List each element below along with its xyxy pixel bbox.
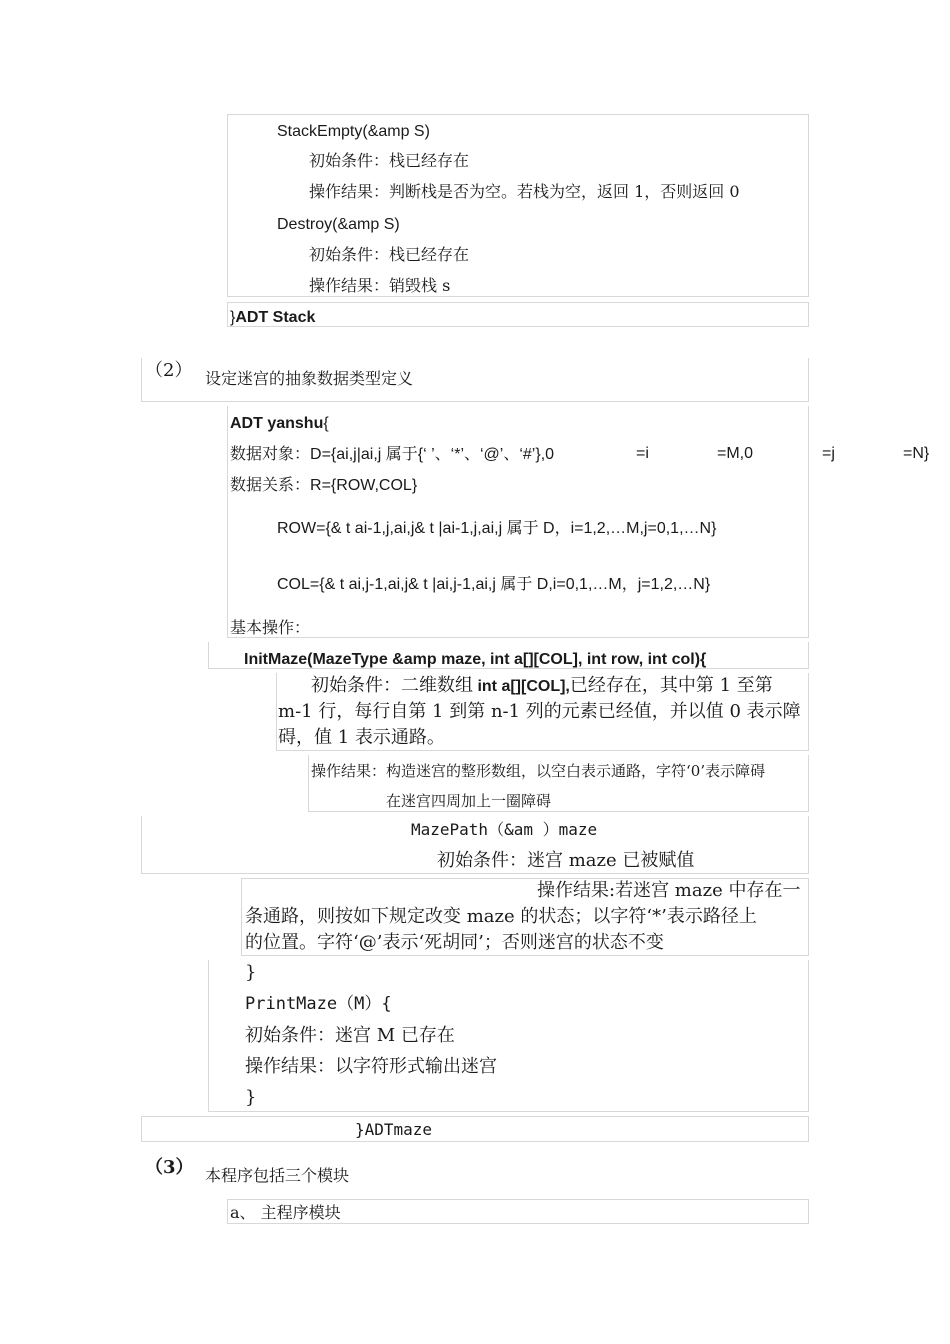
op-precondition: 初始条件：栈已经存在 xyxy=(309,245,470,264)
section3-number: （3） xyxy=(145,1157,194,1178)
stack-end-line xyxy=(230,310,315,326)
adt-yanshu-head: ADT yanshu xyxy=(230,415,324,432)
printmaze-signature: PrintMaze（M）{ xyxy=(245,994,392,1014)
open-brace: { xyxy=(323,415,329,432)
initmaze-pre-prefix: 初始条件：二维数组 xyxy=(311,675,473,696)
adtmaze-end: }ADTmaze xyxy=(355,1120,433,1139)
section2-number: （2） xyxy=(145,360,193,381)
op-result: 操作结果：销毁栈 s xyxy=(309,276,451,295)
printmaze-close-brace: } xyxy=(245,1087,257,1108)
stack-ops-block xyxy=(227,114,809,297)
mazepath-signature: MazePath（&am ）maze xyxy=(411,820,598,839)
adt-yanshu-line xyxy=(230,416,329,432)
row-definition: ROW={& t ai-1,j,ai,j& t |ai-1,j,ai,j 属于 D，i=1,2,…M,j=0,1,…N} xyxy=(277,520,717,537)
mazepath-result-line2: 条通路，则按如下规定改变 maze 的状态；以字符‘*’表示路径上 xyxy=(245,906,757,927)
mazepath-result-line1: 操作结果:若迷宫 maze 中存在一 xyxy=(537,880,801,901)
printmaze-result: 操作结果：以字符形式输出迷宫 xyxy=(245,1056,497,1077)
col-definition: COL={& t ai,j-1,ai,j& t |ai,j-1,ai,j 属于 D,i=0,1,…M，j=1,2,…N} xyxy=(277,576,711,593)
section2-title: 设定迷宫的抽象数据类型定义 xyxy=(205,369,414,388)
basic-ops-label: 基本操作： xyxy=(230,618,311,637)
initmaze-pre-rest: 已经存在，其中第 1 至第 xyxy=(569,675,773,696)
section3-title: 本程序包括三个模块 xyxy=(205,1166,350,1185)
data-object-range: =M,0 xyxy=(717,445,754,462)
op-precondition: 初始条件：栈已经存在 xyxy=(309,151,470,170)
initmaze-pre-line2: m-1 行，每行自第 1 到第 n-1 列的元素已经值，并以值 0 表示障 xyxy=(278,701,801,722)
data-object-range: =j xyxy=(822,445,835,462)
data-object-range: =i xyxy=(636,445,649,462)
printmaze-precondition: 初始条件：迷宫 M 已存在 xyxy=(245,1025,455,1046)
mazepath-precondition: 初始条件：迷宫 maze 已被赋值 xyxy=(437,850,695,871)
initmaze-result-line1: 操作结果：构造迷宫的整形数组，以空白表示通路，字符‘0’表示障碍 xyxy=(311,762,766,780)
mazepath-result-line3: 的位置。字符‘@’表示‘死胡同’；否则迷宫的状态不变 xyxy=(245,932,664,953)
adtmaze-end-block xyxy=(141,1116,809,1142)
op-result: 操作结果：判断栈是否为空。若栈为空，返回 1，否则返回 0 xyxy=(309,182,740,201)
initmaze-signature: InitMaze(MazeType &amp maze, int a[][COL], int row, int col){ xyxy=(244,651,707,668)
adt-stack-end-label: ADT Stack xyxy=(235,309,316,326)
op-name-stackempty: StackEmpty(&amp S) xyxy=(277,123,430,140)
initmaze-pre-line1 xyxy=(311,677,773,695)
mazepath-close-brace: } xyxy=(245,962,257,983)
data-object-def: D={ai,j|ai,j 属于{‘ ’、‘*’、‘@’、‘#’},0 xyxy=(310,446,555,463)
data-object-line xyxy=(230,446,554,463)
data-object-label: 数据对象： xyxy=(230,444,311,463)
initmaze-pre-line3: 碍，值 1 表示通路。 xyxy=(278,727,445,748)
initmaze-pre-code: int a[][COL], xyxy=(473,678,570,695)
data-object-range: =N} xyxy=(903,445,930,462)
data-relation-label: 数据关系： xyxy=(230,475,311,494)
initmaze-result-line2: 在迷宫四周加上一圈障碍 xyxy=(386,792,552,810)
data-relation-line xyxy=(230,477,417,494)
close-brace: } xyxy=(230,309,236,326)
module-a-item: a、 主程序模块 xyxy=(230,1203,341,1222)
op-name-destroy: Destroy(&amp S) xyxy=(277,216,400,233)
data-relation-def: R={ROW,COL} xyxy=(310,477,418,494)
